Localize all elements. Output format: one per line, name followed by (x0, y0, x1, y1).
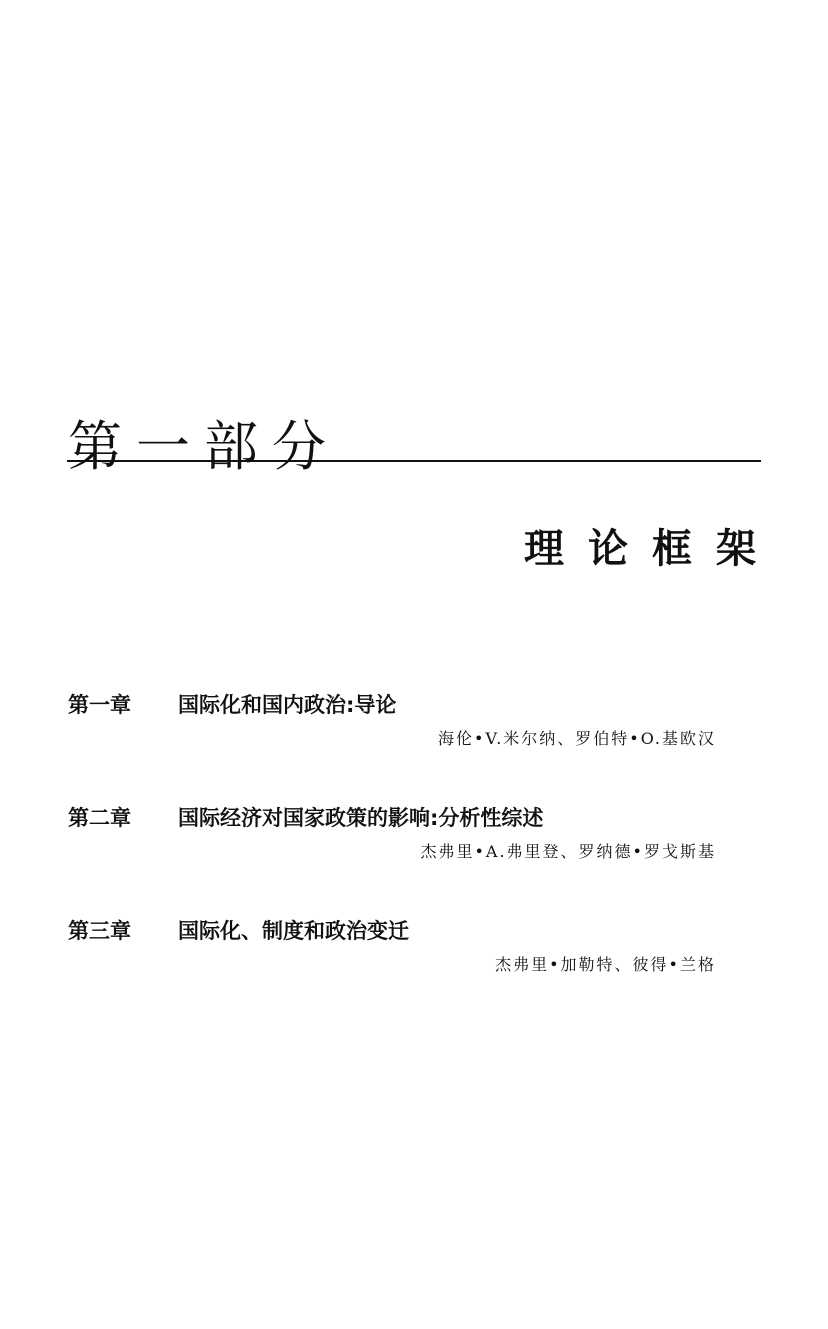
chapter-item (68, 803, 716, 865)
chapter-title: 国际化、制度和政治变迁 (178, 919, 409, 943)
chapter-title: 国际经济对国家政策的影响:分析性综述 (178, 806, 544, 830)
chapter-authors: 杰弗里•A.弗里登、罗纳德•罗戈斯基 (420, 842, 716, 861)
chapter-authors: 杰弗里•加勒特、彼得•兰格 (495, 955, 716, 974)
chapter-number: 第一章 (68, 693, 131, 717)
chapter-authors: 海伦•V.米尔纳、罗伯特•O.基欧汉 (438, 729, 716, 748)
chapter-number: 第三章 (68, 919, 131, 943)
chapter-item (68, 916, 716, 978)
chapter-item (68, 690, 716, 752)
part-title: 第一部分 (68, 415, 340, 479)
title-divider (67, 460, 761, 462)
part-subtitle: 理论框架 (524, 526, 780, 573)
chapter-number: 第二章 (68, 806, 131, 830)
chapter-title: 国际化和国内政治:导论 (178, 693, 397, 717)
